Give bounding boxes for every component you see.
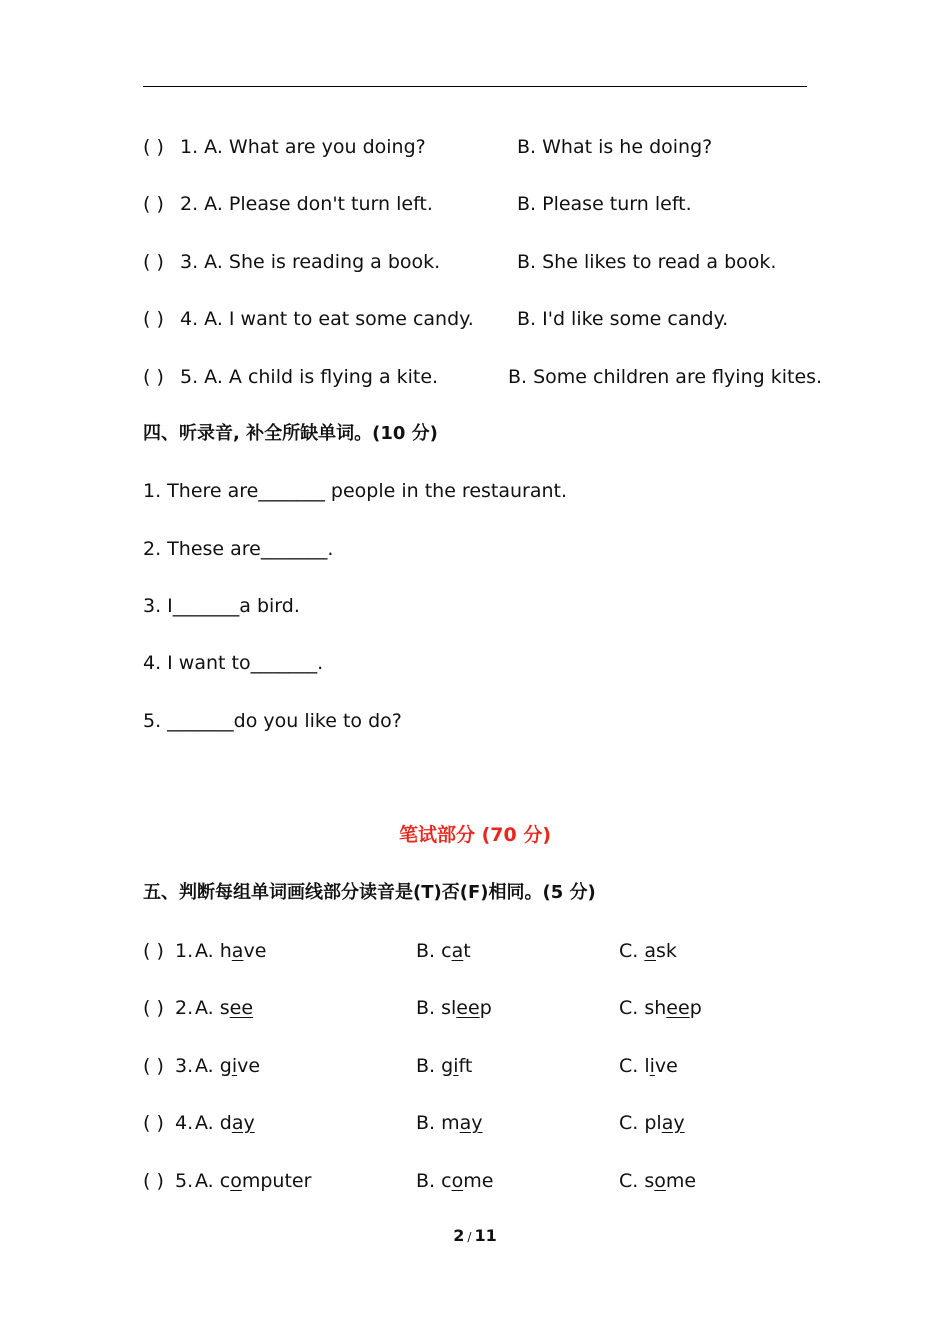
fill-blank[interactable]: _______ (260, 538, 328, 560)
answer-parens[interactable]: ( ) (143, 193, 164, 215)
item-number: 1. (175, 940, 194, 962)
fill-blank[interactable]: _______ (250, 652, 318, 674)
answer-parens[interactable]: ( ) (143, 1170, 164, 1192)
option-a: 4. A. I want to eat some candy. (180, 308, 474, 330)
fill-blank[interactable]: _______ (167, 710, 234, 732)
option-b: B. She likes to read a book. (517, 251, 777, 273)
page-current: 2 (453, 1226, 465, 1245)
option-b: B. What is he doing? (517, 136, 713, 158)
word-c: C. ask (619, 940, 677, 962)
page-indicator (0, 1224, 950, 1249)
answer-parens[interactable]: ( ) (143, 940, 164, 962)
item-text: 3. I (143, 595, 173, 617)
answer-parens[interactable]: ( ) (143, 1112, 164, 1134)
word-a: A. day (195, 1112, 255, 1134)
s4-item-2 (143, 535, 333, 563)
item-text: . (317, 652, 324, 674)
s4-item-4 (143, 649, 323, 677)
section4-heading: 四、听录音, 补全所缺单词。(10 分) (143, 423, 438, 444)
item-number: 5. (175, 1170, 194, 1192)
item-text: people in the restaurant. (324, 480, 568, 502)
item-text: a bird. (239, 595, 300, 617)
answer-parens[interactable]: ( ) (143, 136, 164, 158)
word-b: B. gift (416, 1055, 473, 1077)
word-b: B. come (416, 1170, 494, 1192)
section5-heading: 五、判断每组单词画线部分读音是(T)否(F)相同。(5 分) (143, 882, 596, 903)
answer-parens[interactable]: ( ) (143, 308, 164, 330)
page-separator: / (467, 1230, 472, 1244)
word-c: C. some (619, 1170, 697, 1192)
word-b: B. may (416, 1112, 483, 1134)
word-a: A. see (195, 997, 254, 1019)
word-a: A. computer (195, 1170, 312, 1192)
answer-parens[interactable]: ( ) (143, 1055, 164, 1077)
word-b: B. cat (416, 940, 471, 962)
answer-parens[interactable]: ( ) (143, 366, 164, 388)
header-rule (143, 86, 807, 87)
answer-parens[interactable]: ( ) (143, 997, 164, 1019)
written-part-title: 笔试部分 (70 分) (398, 824, 552, 846)
word-a: A. give (195, 1055, 261, 1077)
word-c: C. live (619, 1055, 678, 1077)
s4-item-3 (143, 592, 300, 620)
word-b: B. sleep (416, 997, 492, 1019)
option-b: B. I'd like some candy. (517, 308, 729, 330)
item-text: 5. (143, 710, 168, 732)
word-c: C. play (619, 1112, 685, 1134)
option-a: 2. A. Please don't turn left. (180, 193, 433, 215)
option-b: B. Some children are flying kites. (508, 366, 823, 388)
option-a: 3. A. She is reading a book. (180, 251, 441, 273)
item-text: do you like to do? (233, 710, 402, 732)
item-text: 4. I want to (143, 652, 251, 674)
item-text: . (327, 538, 334, 560)
fill-blank[interactable]: _______ (172, 595, 240, 617)
item-number: 2. (175, 997, 194, 1019)
word-c: C. sheep (619, 997, 702, 1019)
s4-item-5 (143, 707, 402, 735)
option-a: 1. A. What are you doing? (180, 136, 426, 158)
s4-item-1 (143, 477, 567, 505)
item-text: 2. These are (143, 538, 261, 560)
word-a: A. have (195, 940, 267, 962)
option-b: B. Please turn left. (517, 193, 692, 215)
answer-parens[interactable]: ( ) (143, 251, 164, 273)
option-a: 5. A. A child is flying a kite. (180, 366, 439, 388)
item-text: 1. There are (143, 480, 259, 502)
page-total: 11 (474, 1226, 497, 1245)
fill-blank[interactable]: _______ (258, 480, 325, 502)
item-number: 3. (175, 1055, 194, 1077)
item-number: 4. (175, 1112, 194, 1134)
